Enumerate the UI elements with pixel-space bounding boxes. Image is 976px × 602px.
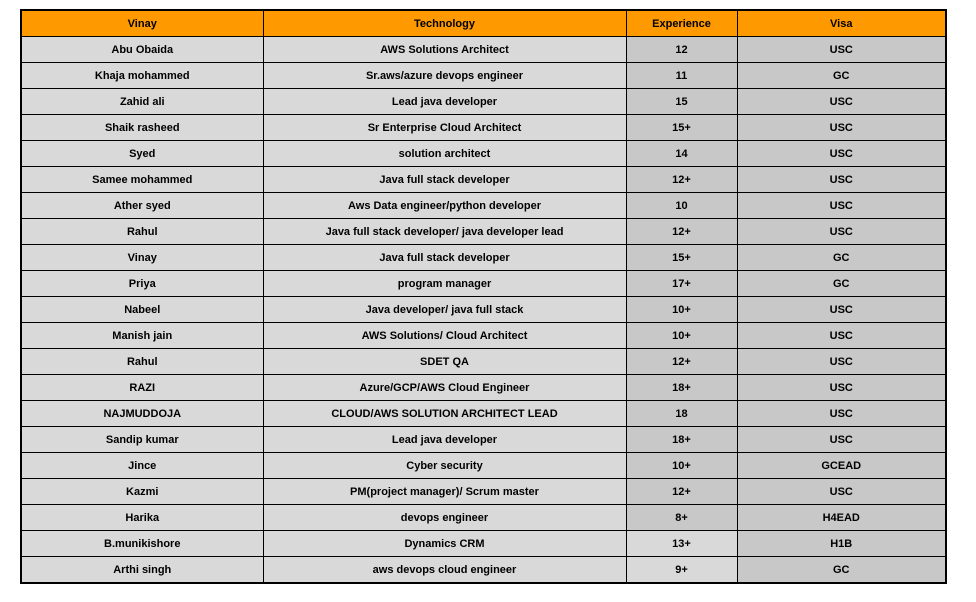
cell-name: Nabeel [21, 297, 263, 323]
candidate-roster-table [20, 9, 947, 584]
cell-name: NAJMUDDOJA [21, 401, 263, 427]
cell-experience: 12+ [626, 219, 737, 245]
cell-visa: USC [737, 193, 946, 219]
table-row [21, 115, 946, 141]
cell-visa: USC [737, 427, 946, 453]
cell-name: Kazmi [21, 479, 263, 505]
cell-experience: 18+ [626, 375, 737, 401]
cell-technology: program manager [263, 271, 626, 297]
cell-name: Khaja mohammed [21, 63, 263, 89]
table-row [21, 193, 946, 219]
cell-name: Ather syed [21, 193, 263, 219]
cell-name: Zahid ali [21, 89, 263, 115]
table-row [21, 505, 946, 531]
cell-name: Manish jain [21, 323, 263, 349]
cell-technology: Java full stack developer/ java developer lead [263, 219, 626, 245]
table-header [21, 10, 946, 37]
cell-experience: 10+ [626, 297, 737, 323]
table-row [21, 349, 946, 375]
cell-experience: 14 [626, 141, 737, 167]
cell-experience: 12+ [626, 479, 737, 505]
cell-technology: Java full stack developer [263, 167, 626, 193]
cell-name: Abu Obaida [21, 37, 263, 63]
cell-experience: 10 [626, 193, 737, 219]
table-row [21, 557, 946, 584]
cell-visa: USC [737, 401, 946, 427]
cell-name: Rahul [21, 349, 263, 375]
cell-visa: GC [737, 557, 946, 584]
cell-name: Arthi singh [21, 557, 263, 584]
header-cell-name: Vinay [21, 10, 263, 37]
cell-technology: Cyber security [263, 453, 626, 479]
cell-experience: 10+ [626, 323, 737, 349]
cell-technology: Lead java developer [263, 427, 626, 453]
cell-name: B.munikishore [21, 531, 263, 557]
cell-experience: 9+ [626, 557, 737, 584]
cell-visa: USC [737, 297, 946, 323]
cell-name: Jince [21, 453, 263, 479]
cell-experience: 18+ [626, 427, 737, 453]
cell-technology: AWS Solutions/ Cloud Architect [263, 323, 626, 349]
table-row [21, 401, 946, 427]
cell-visa: USC [737, 375, 946, 401]
cell-name: Vinay [21, 245, 263, 271]
cell-experience: 18 [626, 401, 737, 427]
cell-experience: 15+ [626, 115, 737, 141]
cell-technology: Azure/GCP/AWS Cloud Engineer [263, 375, 626, 401]
cell-experience: 10+ [626, 453, 737, 479]
header-cell-visa: Visa [737, 10, 946, 37]
table-row [21, 219, 946, 245]
cell-visa: GCEAD [737, 453, 946, 479]
table-row [21, 141, 946, 167]
cell-experience: 12+ [626, 349, 737, 375]
cell-visa: USC [737, 37, 946, 63]
cell-name: Priya [21, 271, 263, 297]
cell-name: Sandip kumar [21, 427, 263, 453]
cell-technology: PM(project manager)/ Scrum master [263, 479, 626, 505]
table-row [21, 531, 946, 557]
table-row [21, 37, 946, 63]
cell-name: Harika [21, 505, 263, 531]
table-row [21, 89, 946, 115]
cell-visa: USC [737, 89, 946, 115]
cell-name: Shaik rasheed [21, 115, 263, 141]
cell-name: Syed [21, 141, 263, 167]
cell-technology: CLOUD/AWS SOLUTION ARCHITECT LEAD [263, 401, 626, 427]
header-cell-technology: Technology [263, 10, 626, 37]
cell-visa: GC [737, 245, 946, 271]
table-row [21, 63, 946, 89]
cell-technology: solution architect [263, 141, 626, 167]
cell-experience: 12 [626, 37, 737, 63]
cell-visa: USC [737, 323, 946, 349]
candidate-roster-sheet [20, 9, 947, 584]
cell-technology: Aws Data engineer/python developer [263, 193, 626, 219]
table-row [21, 479, 946, 505]
cell-experience: 13+ [626, 531, 737, 557]
cell-visa: USC [737, 141, 946, 167]
cell-technology: devops engineer [263, 505, 626, 531]
cell-name: RAZI [21, 375, 263, 401]
cell-visa: GC [737, 271, 946, 297]
cell-visa: USC [737, 219, 946, 245]
cell-name: Rahul [21, 219, 263, 245]
table-row [21, 453, 946, 479]
table-row [21, 271, 946, 297]
table-row [21, 245, 946, 271]
header-row [21, 10, 946, 37]
cell-experience: 17+ [626, 271, 737, 297]
cell-visa: USC [737, 479, 946, 505]
cell-visa: GC [737, 63, 946, 89]
cell-technology: Sr.aws/azure devops engineer [263, 63, 626, 89]
cell-visa: H4EAD [737, 505, 946, 531]
table-row [21, 323, 946, 349]
table-body [21, 37, 946, 584]
table-row [21, 167, 946, 193]
cell-technology: Dynamics CRM [263, 531, 626, 557]
cell-technology: Java developer/ java full stack [263, 297, 626, 323]
cell-technology: AWS Solutions Architect [263, 37, 626, 63]
cell-experience: 12+ [626, 167, 737, 193]
cell-visa: USC [737, 167, 946, 193]
cell-name: Samee mohammed [21, 167, 263, 193]
cell-experience: 15 [626, 89, 737, 115]
cell-experience: 8+ [626, 505, 737, 531]
header-cell-experience: Experience [626, 10, 737, 37]
cell-visa: H1B [737, 531, 946, 557]
cell-technology: Java full stack developer [263, 245, 626, 271]
cell-technology: aws devops cloud engineer [263, 557, 626, 584]
cell-visa: USC [737, 115, 946, 141]
cell-technology: SDET QA [263, 349, 626, 375]
table-row [21, 427, 946, 453]
cell-technology: Sr Enterprise Cloud Architect [263, 115, 626, 141]
cell-visa: USC [737, 349, 946, 375]
table-row [21, 297, 946, 323]
table-row [21, 375, 946, 401]
cell-experience: 11 [626, 63, 737, 89]
cell-experience: 15+ [626, 245, 737, 271]
cell-technology: Lead java developer [263, 89, 626, 115]
